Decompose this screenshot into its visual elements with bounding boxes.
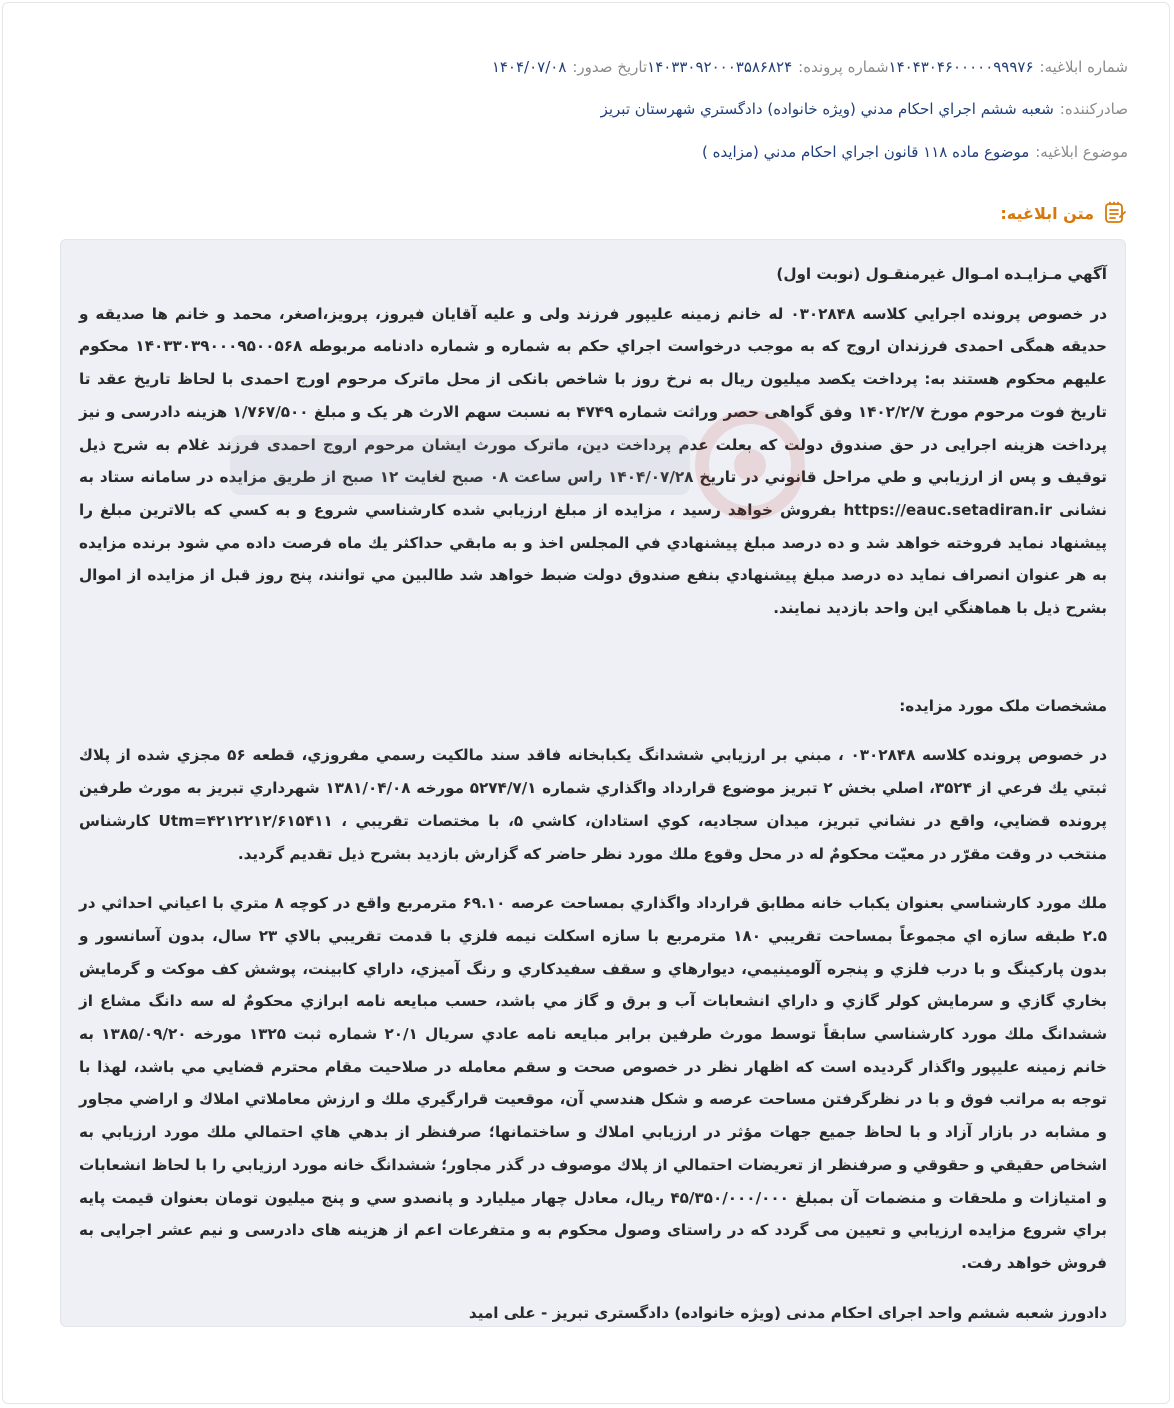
notice-text-heading [1000,200,1128,226]
subject-row [46,143,1128,161]
spacer [79,625,1107,690]
auction-paragraph: در خصوص پرونده اجرايي کلاسه ۰۳۰۲۸۴۸ له خانم زمينه عليپور فرزند ولی و عليه آقايان فيروز، پرويز،اصغر، محمد و خانم ها صديقه و حديقه همگی احمدی فرزندان اروج که به موجب درخواست اجراي حکم به شماره و شماره دادنامه مربوطه ۱۴۰۳۳۰۳۹۰۰۰۹۵۰۰۵۶۸ محکوم عليهم محکوم هستند به: پرداخت یکصد ميليون ريال به نرخ روز با شاخص بانکی از محل ماترک مرحوم اورج احمدی با لحاظ تاريخ عقد تا تاريخ فوت مرحوم مورخ ۱۴۰۲/۲/۷ وفق گواهی حصر وراثت شماره ۴۷۴۹ به نسبت سهم الارث هر يک و مبلغ ۱/۷۶۷/۵۰۰ هزينه دادرسی و نيز پرداخت هزينه اجرايی در حق صندوق دولت که بعلت عدم پرداخت دين، ماترک مورث ايشان مرحوم اروج احمدی فرزند غلام به شرح ذيل توقيف و پس از ارزيابي و طي مراحل قانوني در تاريخ ۱۴۰۴/۰۷/۲۸ راس ساعت ۰۸ صبح لغايت ۱۲ صبح از طريق مزايده در سامانه ستاد به نشانی https://eauc.setadiran.ir بفروش خواهد رسيد ، مزايده از مبلغ ارزيابي شده کارشناسي شروع و به کسي که بالاترين مبلغ را پيشنهاد نمايد فروخته خواهد شد و ده درصد مبلغ پيشنهادي في المجلس اخذ و به مابقي حداکثر يك ماه فرصت داده مي شود برنده مزايده به هر عنوان انصراف نمايد ده درصد مبلغ پيشنهادي بنفع صندوق دولت ضبط خواهد شد طالبين مي توانند، پنج روز قبل از مزايده از اموال بشرح ذيل با هماهنگي اين واحد بازديد نمايند. [79,304,1108,618]
notice-number-label: شماره ابلاغیه: [1039,58,1128,76]
notice-body [60,239,1126,1327]
property-spec-title: مشخصات ملک مورد مزايده: [899,696,1107,715]
document-list-icon [1102,200,1128,226]
issue-date-label: تاریخ صدور: [572,58,648,76]
notice-text-heading-label: متن ابلاغیه: [1000,203,1094,223]
case-number [647,58,888,76]
auction-title: آگهي مـزايـده امـوال غيرمنقـول (نوبت اول) [776,265,1107,283]
header-ids-row [46,58,1128,76]
case-number-label: شماره پرونده: [798,58,889,76]
notice-number-value: ۱۴۰۴۳۰۴۶۰۰۰۰۰۹۹۹۷۶ [888,58,1034,76]
bailiff-signature: دادورز شعبه ششم واحد اجرای احکام مدنی (ویژه خانواده) دادگستری تبریز - علی امید [468,1303,1107,1322]
issue-date-value: ۱۴۰۴/۰۷/۰۸ [491,58,567,76]
property-appraisal-paragraph: ملك مورد کارشناسي بعنوان يکباب خانه مطابق قرارداد واگذاري بمساحت عرصه ۶۹.۱۰ مترمربع واقع در کوچه ۸ متري با اعياني احداثي در ۲.۵ طبقه سازه اي مجموعاً بمساحت تقريبي ۱۸۰ مترمربع با سازه اسکلت نيمه فلزي با قدمت تقريبي بالاي ۲۳ سال، بدون آسانسور و بدون پارکينگ و با درب فلزي و پنجره آلومينيمي، ديوارهاي و سقف سفيدکاري و رنگ آميزي، داراي کابينت، پوشش کف موکت و گرمايش بخاري گازي و سرمايش کولر گازي و داراي انشعابات آب و برق و گاز مي باشد، حسب مبايعه نامه ابرازي محکومٌ له سه دانگ مشاع از ششدانگ ملك مورد کارشناسي سابقاً توسط مورث طرفين برابر مبايعه نامه عادي سريال ۲۰/۱ شماره ثبت ۱۳۲۵ مورخه ۱۳۸۵/۰۹/۲۰ به خانم زمينه عليپور واگذار گرديده است که اظهار نظر در خصوص صحت و سقم معامله در صلاحيت مقام محترم قضايي مي باشد، لهذا با توجه به مراتب فوق و با در نظرگرفتن مساحت عرصه و شکل هندسي آن، موقعيت قرارگيري ملك و ارزش معاملاتي املاك و اراضي مجاور و مشابه در بازار آزاد و با لحاظ جميع جهات مؤثر در ارزيابي املاك و ساختمانها؛ صرفنظر از بدهي هاي احتمالي ملك مورد ارزيابي به اشخاص حقيقي و حقوقي و صرفنظر از تعريضات احتمالي از پلاك موصوف در گذر مجاور؛ ششدانگ خانه مورد ارزيابي را با لحاظ انشعابات و امتيازات و ملحقات و منضمات آن بمبلغ ۴۵/۳۵۰/۰۰۰/۰۰۰ ريال، معادل چهار ميليارد و پانصدو سي و پنج ميليون تومان بعنوان قيمت پايه براي شروع مزايده ارزيابي و تعيين می گردد که در راستای وصول محکوم به و متفرعات اعم از هزينه های دادرسی و نيم عشر اجرايی به فروش خواهد رفت. [79,894,1108,1272]
subject-value: موضوع ماده ۱۱۸ قانون اجراي احکام مدني (مزايده ) [702,143,1030,161]
notice-number [889,58,1128,76]
property-location-paragraph: در خصوص پرونده کلاسه ۰۳۰۲۸۴۸ ، مبني بر ارزيابي ششدانگ يکبابخانه فاقد سند مالکيت رسمي مفروزي، قطعه ۵۶ مجزي شده از پلاك ثبتي يك فرعي از ۳۵۲۴، اصلي بخش ۲ تبريز موضوع قرارداد واگذاري شماره ۵۲۷۴/۷/۱ مورخه ۱۳۸۱/۰۴/۰۸ شهرداري تبريز به مورث طرفين پرونده قضايي، واقع در نشاني تبريز، ميدان سجاديه، کوي استادان، کاشي ۵، با مختصات تقريبي ، ۴۲۱۲۲۱۲/۶۱۵۴۱۱=Utm کارشناس منتخب در وقت مقرّر در معيّت محکومٌ له در محل وقوع ملك مورد نظر حاضر که گزارش بازديد بشرح ذيل تقديم گرديد. [79,746,1107,863]
subject-label: موضوع ابلاغیه: [1035,143,1128,161]
issuer-value: شعبه ششم اجراي احکام مدني (ويژه خانواده) دادگستري شهرستان تبريز [600,100,1054,118]
case-number-value: ۱۴۰۳۳۰۹۲۰۰۰۳۵۸۶۸۲۴ [647,58,793,76]
issue-date [492,58,647,76]
issuer-row [46,100,1128,118]
issuer-label: صادرکننده: [1059,100,1128,118]
